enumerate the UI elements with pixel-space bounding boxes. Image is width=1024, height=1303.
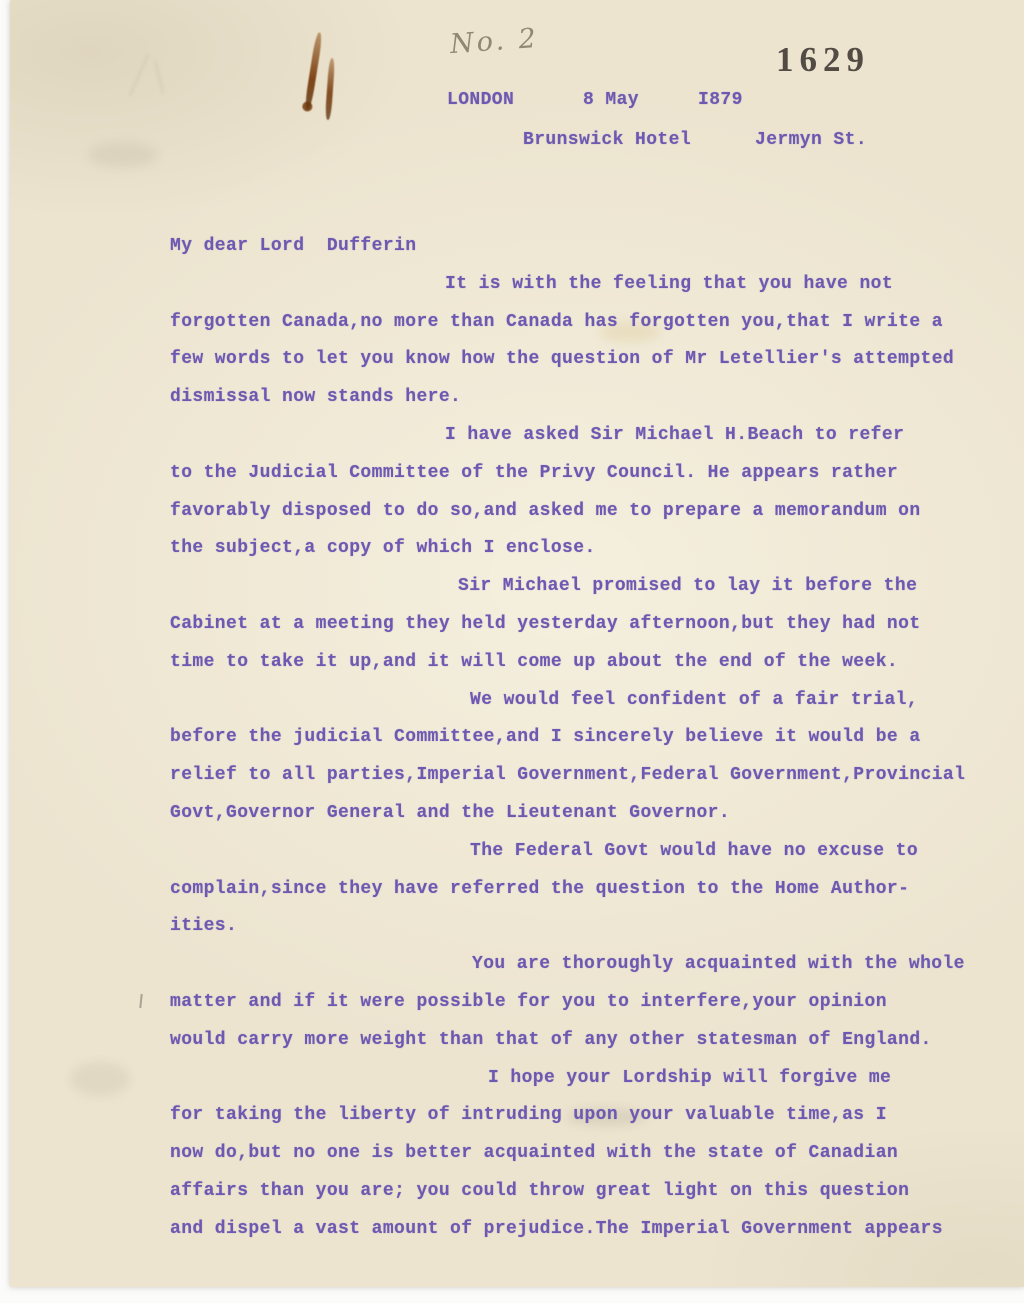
letter-line: before the judicial Committee,and I sincerely believe it would be a [170, 727, 921, 748]
letter-line: and dispel a vast amount of prejudice.The Imperial Government appears [170, 1218, 943, 1239]
letter-body [170, 236, 1010, 1257]
letter-line: Govt,Governor General and the Lieutenant Governor. [170, 802, 731, 823]
stamp-number: 1629 [776, 40, 870, 79]
letter-line: You are thoroughly acquainted with the whole [472, 954, 965, 975]
letter-line: The Federal Govt would have no excuse to [470, 840, 919, 861]
letter-line: to the Judicial Committee of the Privy Council. He appears rather [170, 462, 899, 483]
paper-crease [154, 60, 164, 93]
paper-smudge [70, 1062, 130, 1096]
letter-line: forgotten Canada,no more than Canada has forgotten you,that I write a [170, 311, 943, 332]
letter-line: time to take it up,and it will come up about the end of the week. [170, 651, 899, 672]
paper-smudge [88, 142, 158, 168]
letter-line: now do,but no one is better acquainted with the state of Canadian [170, 1143, 899, 1164]
letter-line: My dear Lord Dufferin [170, 236, 417, 256]
rust-ink-stain [304, 32, 323, 110]
letter-line: Sir Michael promised to lay it before the [458, 576, 918, 597]
dateline-day: 8 May [583, 90, 640, 110]
letter-line: It is with the feeling that you have not [445, 273, 894, 294]
address-street: Jermyn St. [755, 130, 868, 150]
paper-crease [129, 54, 150, 97]
letter-line: favorably disposed to do so,and asked me to prepare a memorandum on [170, 500, 921, 521]
letter-line: few words to let you know how the question of Mr Letellier's attempted [170, 349, 955, 370]
letter-line: complain,since they have referred the question to the Home Author- [170, 878, 910, 899]
letter-line: We would feel confident of a fair trial, [470, 689, 919, 710]
handwritten-number: No. 2 [449, 22, 540, 61]
address-hotel: Brunswick Hotel [523, 130, 692, 150]
dateline-city: LONDON [447, 90, 515, 110]
letter-line: for taking the liberty of intruding upon your valuable time,as I [170, 1105, 887, 1126]
letter-line: Cabinet at a meeting they held yesterday afternoon,but they had not [170, 613, 921, 634]
letter-line: ities. [170, 916, 238, 937]
rust-ink-stain [325, 58, 335, 120]
letter-line: matter and if it were possible for you to interfere,your opinion [170, 991, 887, 1012]
letter-line: I have asked Sir Michael H.Beach to refer [445, 424, 905, 445]
pencil-mark [139, 994, 142, 1008]
letter-line: the subject,a copy of which I enclose. [170, 538, 596, 559]
letter-line: relief to all parties,Imperial Government,Federal Government,Provincial [170, 765, 966, 786]
letter-line: I hope your Lordship will forgive me [488, 1067, 892, 1088]
dateline-year: I879 [698, 90, 743, 110]
letter-line: affairs than you are; you could throw great light on this question [170, 1180, 910, 1201]
letter-page [10, 0, 1024, 1287]
letter-line: dismissal now stands here. [170, 387, 462, 408]
letter-line: would carry more weight than that of any other statesman of England. [170, 1029, 932, 1050]
